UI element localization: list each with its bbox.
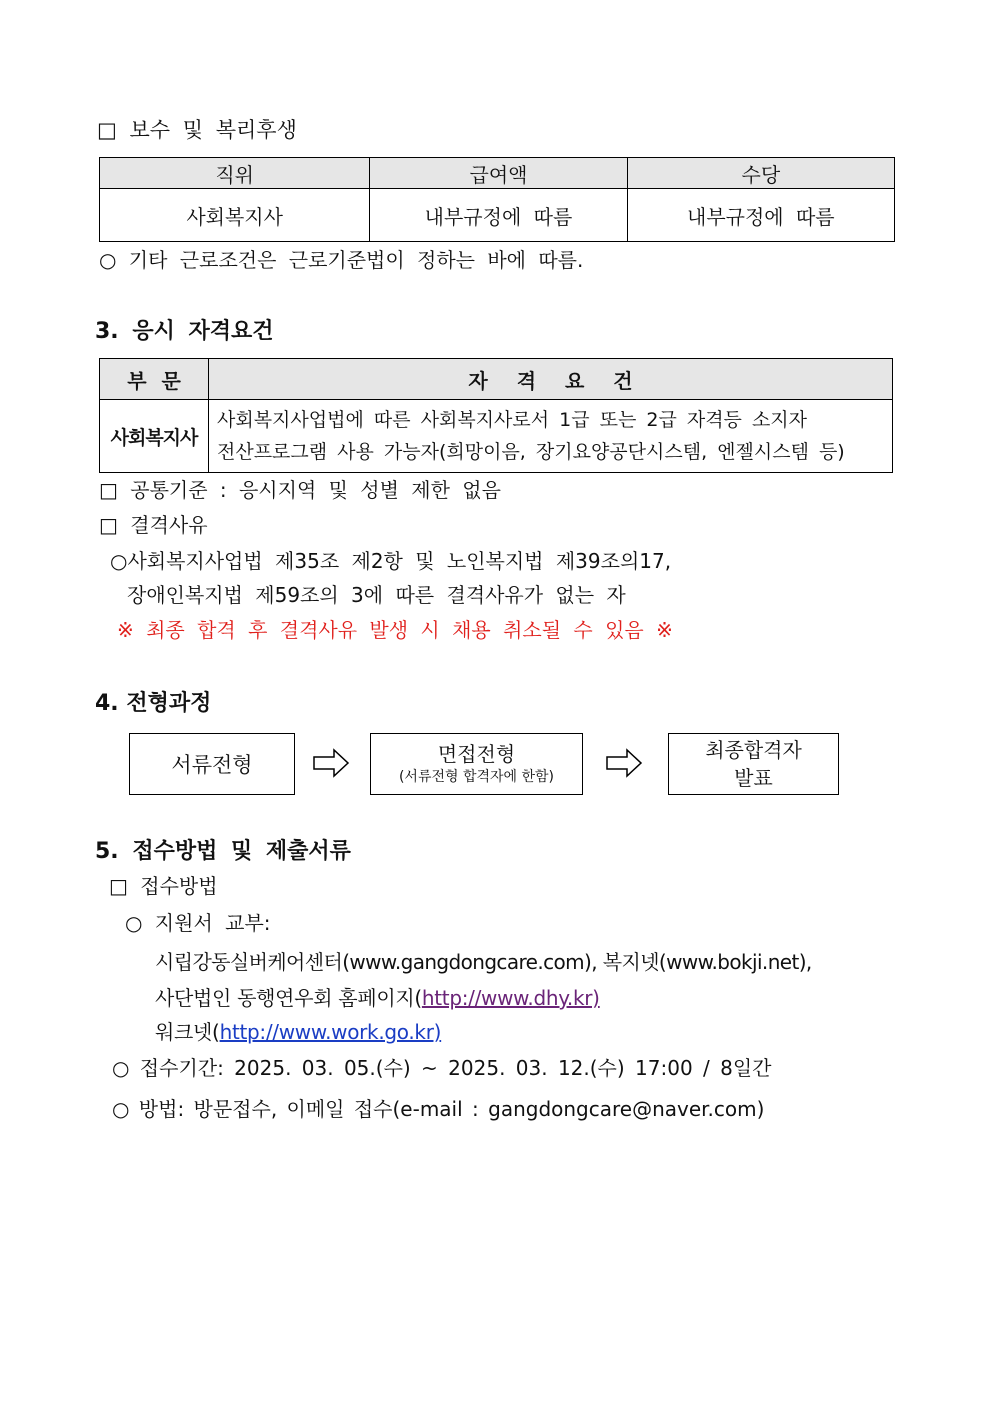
qualification-table	[99, 358, 893, 473]
header-allowance: 수당	[627, 158, 894, 189]
compensation-table	[99, 157, 895, 242]
form-label: ○ 지원서 교부:	[125, 911, 271, 935]
application-how: ○ 방법: 방문접수, 이메일 접수(e-mail : gangdongcare@naver.com)	[112, 1097, 765, 1121]
form-line-1: 시립강동실버케어센터(www.gangdongcare.com), 복지넷(www.bokji.net),	[155, 950, 812, 974]
form-line-2-text: 사단법인 동행연우회 홈페이지(	[155, 986, 422, 1010]
compensation-note: ○ 기타 근로조건은 근로기준법이 정하는 바에 따름.	[99, 248, 584, 272]
arrow-right-icon	[605, 747, 643, 779]
step-label: 서류전형	[171, 753, 253, 777]
header-salary: 급여액	[370, 158, 627, 189]
dhy-link[interactable]: http://www.dhy.kr)	[421, 986, 600, 1010]
arrow-right-icon	[312, 747, 350, 779]
table-row	[100, 400, 893, 473]
process-step-final	[668, 733, 839, 795]
step-label: 최종합격자	[705, 738, 802, 762]
table-row	[100, 189, 895, 242]
disqualification-heading: □ 결격사유	[99, 513, 208, 537]
cell-position: 사회복지사	[100, 189, 370, 242]
step-label: 면접전형	[437, 742, 516, 766]
cell-requirements	[209, 400, 893, 473]
disqualification-line-1: ○사회복지사업법 제35조 제2항 및 노인복지법 제39조의17,	[110, 549, 672, 573]
step-label: 발표	[734, 766, 773, 790]
qualification-heading: 3. 응시 자격요건	[95, 319, 274, 344]
requirement-line-1: 사회복지사업법에 따른 사회복지사로서 1급 또는 2급 자격등 소지자	[217, 409, 808, 431]
process-step-interview	[370, 733, 583, 795]
compensation-heading: □ 보수 및 복리후생	[97, 118, 297, 142]
method-heading: □ 접수방법	[109, 874, 218, 898]
table-header-row	[100, 158, 895, 189]
step-note: (서류전형 합격자에 한함)	[398, 769, 555, 785]
header-dept: 부 문	[100, 359, 209, 400]
application-period: ○ 접수기간: 2025. 03. 05.(수) ~ 2025. 03. 12.(수) 17:00 / 8일간	[112, 1056, 772, 1080]
requirement-line-2: 전산프로그램 사용 가능자(희망이음, 장기요양공단시스템, 엔젤시스템 등)	[217, 441, 845, 463]
header-position: 직위	[100, 158, 370, 189]
cell-dept: 사회복지사	[100, 400, 209, 473]
form-line-2	[155, 982, 600, 1011]
form-line-3	[155, 1016, 441, 1045]
cell-salary: 내부규정에 따름	[370, 189, 627, 242]
worknet-link[interactable]: http://www.work.go.kr)	[219, 1020, 442, 1044]
process-heading: 4. 전형과정	[95, 691, 212, 716]
cell-allowance: 내부규정에 따름	[627, 189, 894, 242]
form-line-3-text: 워크넷(	[155, 1020, 220, 1044]
common-criteria: □ 공통기준 : 응시지역 및 성별 제한 없음	[99, 478, 501, 502]
table-header-row	[100, 359, 893, 400]
process-step-documents	[129, 733, 295, 795]
header-requirements: 자 격 요 건	[209, 359, 893, 400]
application-heading: 5. 접수방법 및 제출서류	[95, 839, 351, 864]
disqualification-warning: ※ 최종 합격 후 결격사유 발생 시 채용 취소될 수 있음 ※	[117, 618, 673, 642]
disqualification-line-2: 장애인복지법 제59조의 3에 따른 결격사유가 없는 자	[127, 583, 626, 607]
